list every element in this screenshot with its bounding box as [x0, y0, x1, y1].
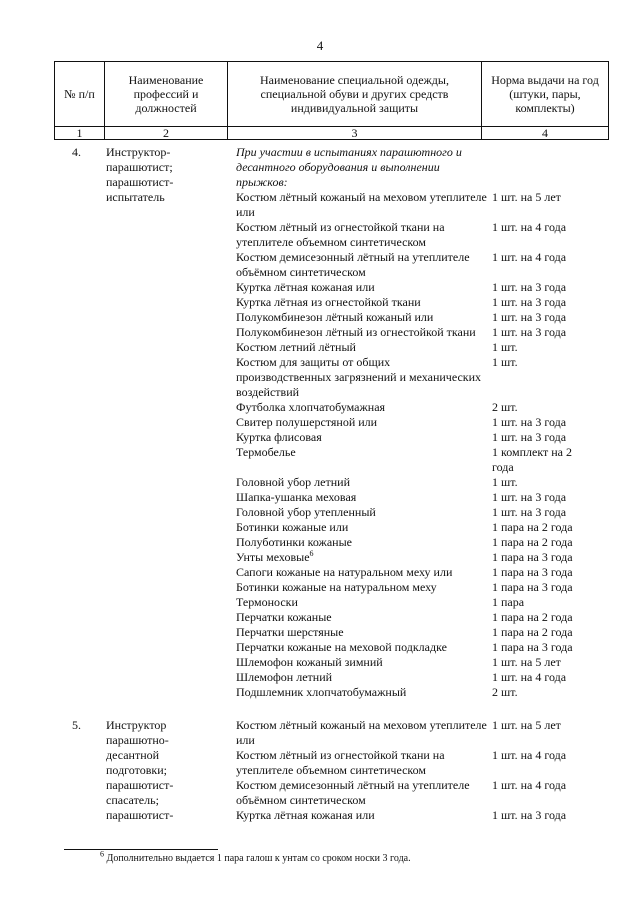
page-number: 4: [316, 38, 324, 53]
item-name: [236, 280, 488, 295]
equipment-item: [236, 625, 573, 640]
equipment-item: [236, 718, 561, 748]
equipment-item: [236, 778, 567, 808]
item-name-text: Головной убор летний: [236, 475, 350, 489]
item-name-text: Унты меховые: [236, 550, 310, 564]
item-name: [236, 310, 488, 325]
item-name: [236, 748, 488, 778]
equipment-item: [236, 490, 567, 505]
row-number: 4.: [72, 145, 81, 159]
item-norm: 1 шт. на 3 года: [492, 490, 567, 504]
item-norm: 1 пара на 2 года: [492, 535, 573, 549]
equipment-item: [236, 535, 573, 550]
item-norm: 1 шт. на 3 года: [492, 325, 567, 339]
equipment-item: [236, 340, 518, 355]
item-name: [236, 220, 488, 250]
item-norm: 1 шт. на 3 года: [492, 280, 567, 294]
item-name: [236, 445, 488, 475]
equipment-item: [236, 310, 567, 325]
equipment-item: [236, 580, 573, 595]
item-name: [236, 325, 488, 340]
item-name-text: Полукомбинезон лётный кожаный или: [236, 310, 434, 324]
equipment-item: [236, 400, 518, 415]
item-norm: 1 шт. на 3 года: [492, 415, 567, 429]
equipment-item: [236, 748, 567, 778]
item-name-text: Костюм для защиты от общих производственных загрязнений и механических воздействий: [236, 355, 482, 399]
item-norm: 1 шт. на 3 года: [492, 295, 567, 309]
item-name-text: Костюм лётный кожаный на меховом утеплителе или: [236, 718, 487, 747]
item-name: [236, 505, 488, 520]
item-name-text: Перчатки шерстяные: [236, 625, 344, 639]
item-name: [236, 595, 488, 610]
header-norm: Норма выдачи на год (штуки, пары, комплекты): [482, 62, 609, 127]
footnote: [100, 849, 411, 865]
equipment-item: [236, 685, 518, 700]
footnote-ref: 6: [309, 549, 314, 558]
item-norm: 1 шт. на 5 лет: [492, 718, 561, 732]
equipment-item: [236, 565, 573, 580]
equipment-item: [236, 505, 567, 520]
item-name: [236, 190, 488, 220]
equipment-item: [236, 415, 567, 430]
item-norm: 1 шт.: [492, 355, 518, 369]
equipment-item: [236, 520, 573, 535]
item-name: [236, 340, 488, 355]
conditions-note: При участии в испытаниях парашютного и десантного оборудования и выполнении прыжков:: [236, 145, 462, 189]
item-name-text: Костюм летний лётный: [236, 340, 356, 354]
item-norm: 1 шт. на 4 года: [492, 670, 567, 684]
item-name-text: Термоноски: [236, 595, 298, 609]
item-name: [236, 580, 488, 595]
equipment-item: [236, 295, 567, 310]
item-norm: 1 пара на 2 года: [492, 625, 573, 639]
header-equipment: Наименование специальной одежды, специальной обуви и других средств индивидуальной защиты: [228, 62, 482, 127]
row-number: 5.: [72, 718, 81, 732]
item-name-text: Сапоги кожаные на натуральном меху или: [236, 565, 453, 579]
item-name: [236, 718, 488, 748]
header-num: № п/п: [55, 62, 105, 127]
item-name: [236, 550, 488, 565]
item-norm: 1 пара: [492, 595, 525, 609]
footnote-text: Дополнительно выдается 1 пара галош к унтам со сроком носки 3 года.: [106, 853, 411, 864]
item-name-text: Термобелье: [236, 445, 296, 459]
item-name-text: Перчатки кожаные: [236, 610, 332, 624]
item-name-text: Куртка флисовая: [236, 430, 322, 444]
equipment-item: [236, 445, 572, 475]
item-norm: 1 пара на 2 года: [492, 520, 573, 534]
item-norm: 1 пара на 2 года: [492, 610, 573, 624]
item-name-text: Костюм лётный из огнестойкой ткани на утеплителе объемном синтетическом: [236, 748, 445, 777]
item-norm: 1 шт. на 3 года: [492, 430, 567, 444]
equipment-item: [236, 430, 567, 445]
item-norm: 1 шт. на 4 года: [492, 220, 567, 234]
footnote-separator: [64, 849, 218, 850]
equipment-item: [236, 280, 567, 295]
item-norm: 1 пара на 3 года: [492, 565, 573, 579]
equipment-item: [236, 670, 567, 685]
item-norm: 1 шт. на 3 года: [492, 310, 567, 324]
equipment-item: [236, 220, 567, 250]
item-name: [236, 655, 488, 670]
item-name: [236, 808, 488, 823]
item-norm: 1 пара на 3 года: [492, 550, 573, 564]
item-norm: 1 шт. на 4 года: [492, 748, 567, 762]
item-norm: 1 шт. на 4 года: [492, 778, 567, 792]
item-norm: 1 пара на 3 года: [492, 640, 573, 654]
item-name: [236, 670, 488, 685]
item-name: [236, 520, 488, 535]
equipment-item: [236, 595, 525, 610]
col-number: 4: [482, 127, 609, 140]
item-norm: 1 шт. на 4 года: [492, 250, 567, 264]
item-name: [236, 295, 488, 310]
item-name-text: Футболка хлопчатобумажная: [236, 400, 386, 414]
item-name: [236, 778, 488, 808]
col-number: 2: [105, 127, 228, 140]
item-norm: 2 шт.: [492, 400, 518, 414]
profession-name: Инструктор парашютно- десантной подготовки; парашютист- спасатель; парашютист-: [106, 718, 174, 822]
item-name: [236, 625, 488, 640]
equipment-list: [236, 145, 573, 700]
item-name-text: Куртка лётная кожаная или: [236, 808, 375, 822]
item-name-text: Костюм демисезонный лётный на утеплителе объёмном синтетическом: [236, 250, 470, 279]
item-name-text: Костюм лётный кожаный на меховом утеплителе или: [236, 190, 487, 219]
equipment-list: [236, 718, 567, 823]
item-name-text: Полуботинки кожаные: [236, 535, 352, 549]
item-name: [236, 400, 488, 415]
item-name: [236, 355, 488, 400]
item-name-text: Ботинки кожаные или: [236, 520, 349, 534]
item-name-text: Перчатки кожаные на меховой подкладке: [236, 640, 447, 654]
item-name-text: Ботинки кожаные на натуральном меху: [236, 580, 437, 594]
item-norm: 1 шт.: [492, 340, 518, 354]
item-norm: 1 пара на 3 года: [492, 580, 573, 594]
item-name: [236, 475, 488, 490]
item-norm: 2 шт.: [492, 685, 518, 699]
footnote-mark: 6: [100, 849, 104, 859]
item-name-text: Костюм демисезонный лётный на утеплителе объёмном синтетическом: [236, 778, 470, 807]
item-name: [236, 415, 488, 430]
equipment-item: [236, 250, 567, 280]
table-header: [54, 61, 609, 140]
item-name: [236, 490, 488, 505]
item-name-text: Шапка-ушанка меховая: [236, 490, 357, 504]
item-name-text: Подшлемник хлопчатобумажный: [236, 685, 407, 699]
item-norm: 1 шт. на 3 года: [492, 505, 567, 519]
item-norm: 1 шт. на 5 лет: [492, 190, 561, 204]
item-name-text: Куртка лётная кожаная или: [236, 280, 375, 294]
item-name: [236, 250, 488, 280]
item-name-text: Костюм лётный из огнестойкой ткани на утеплителе объемном синтетическом: [236, 220, 445, 249]
item-norm: 1 шт.: [492, 475, 518, 489]
item-name: [236, 640, 488, 655]
item-name-text: Полукомбинезон лётный из огнестойкой ткани: [236, 325, 476, 339]
equipment-item: [236, 549, 573, 565]
equipment-item: [236, 475, 518, 490]
item-name-text: Шлемофон кожаный зимний: [236, 655, 383, 669]
item-name-text: Свитер полушерстяной или: [236, 415, 378, 429]
item-name-text: Головной убор утепленный: [236, 505, 376, 519]
item-name: [236, 685, 488, 700]
profession-name: Инструктор- парашютист; парашютист- испытатель: [106, 145, 174, 204]
item-norm: 1 шт. на 3 года: [492, 808, 567, 822]
equipment-item: [236, 640, 573, 655]
equipment-item: [236, 355, 518, 400]
item-norm: 1 шт. на 5 лет: [492, 655, 561, 669]
item-name-text: Шлемофон летний: [236, 670, 333, 684]
col-number: 1: [55, 127, 105, 140]
col-number: 3: [228, 127, 482, 140]
equipment-item: [236, 610, 573, 625]
item-name-text: Куртка лётная из огнестойкой ткани: [236, 295, 421, 309]
item-norm: 1 комплект на 2 года: [492, 445, 572, 474]
equipment-item: [236, 808, 567, 823]
equipment-item: [236, 655, 561, 670]
header-profession: Наименование профессий и должностей: [105, 62, 228, 127]
item-name: [236, 430, 488, 445]
item-name: [236, 565, 488, 580]
item-name: [236, 535, 488, 550]
equipment-item: [236, 190, 561, 220]
equipment-item: [236, 325, 567, 340]
item-name: [236, 610, 488, 625]
